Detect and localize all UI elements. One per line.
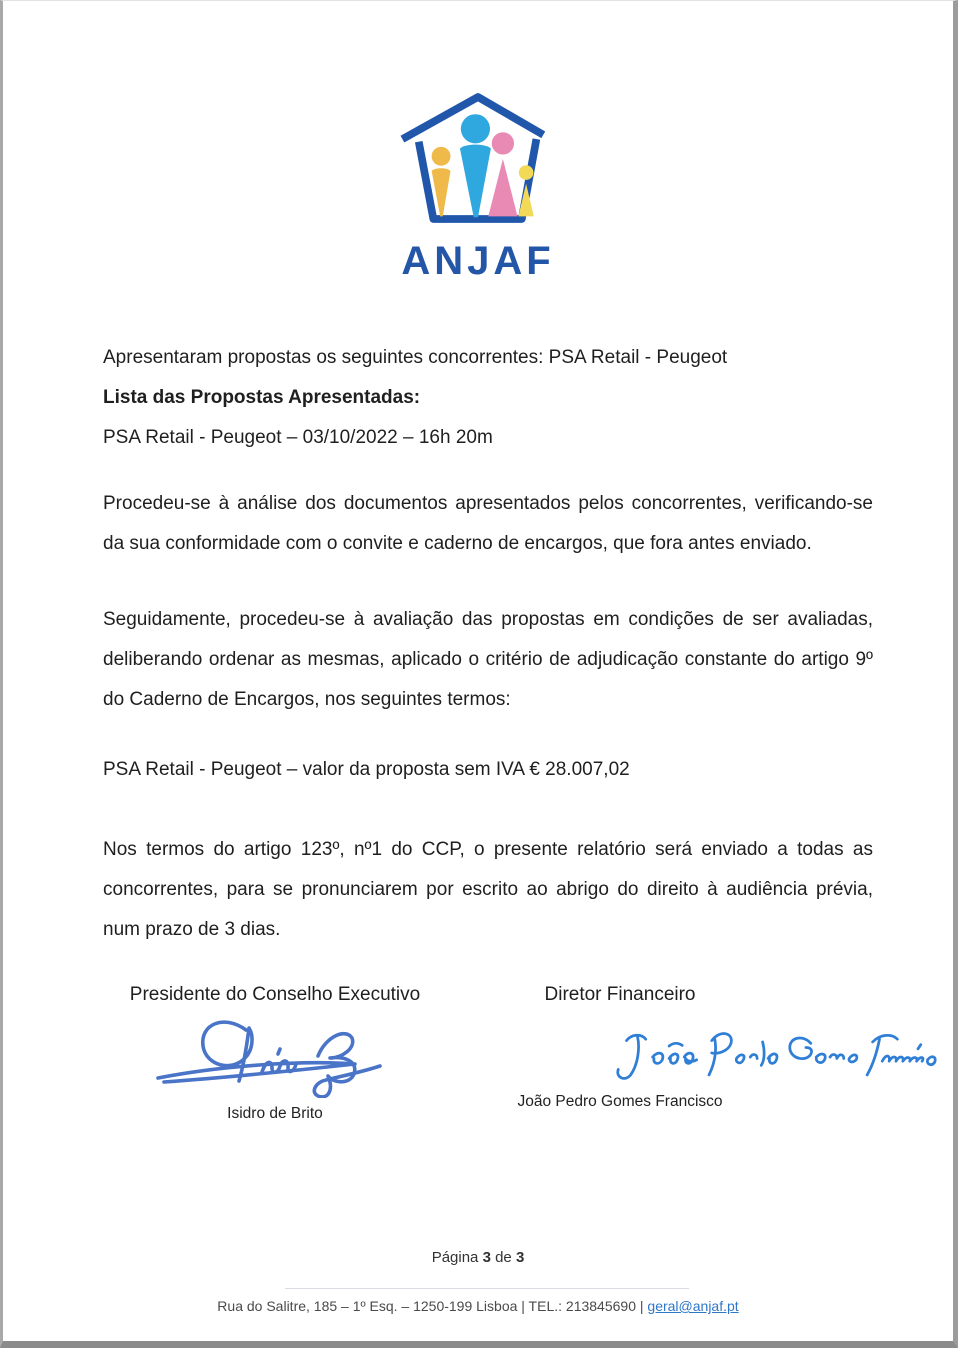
page-number-label: Página	[431, 1249, 479, 1266]
paragraph-proposal-value: PSA Retail - Peugeot – valor da proposta sem IVA € 28.007,02	[103, 759, 630, 780]
signature-title-director: Diretor Financeiro	[544, 984, 696, 1005]
footer-divider	[285, 1288, 689, 1289]
list-heading: Lista das Propostas Apresentadas:	[103, 387, 421, 408]
signature-section	[103, 982, 873, 1152]
figure-child-yellow-icon	[518, 165, 533, 216]
signature-name-president: Isidro de Brito	[227, 1105, 323, 1122]
signature-isidro-de-brito-icon	[150, 1016, 400, 1098]
paragraph-analysis: Procedeu-se à análise dos documentos apresentados pelos concorrentes, verificando-se da sua conformidade com o convite e caderno de encargos, que fora antes enviado.	[103, 493, 873, 554]
anjaf-logo	[3, 91, 953, 284]
signature-joao-pedro-icon	[610, 1024, 940, 1086]
signature-block-director	[470, 982, 770, 1111]
list-item-proposal: PSA Retail - Peugeot – 03/10/2022 – 16h 20m	[103, 427, 493, 448]
figure-adult-pink-icon	[488, 132, 517, 216]
intro-line: Apresentaram propostas os seguintes concorrentes: PSA Retail - Peugeot	[103, 347, 728, 368]
signature-title-president: Presidente do Conselho Executivo	[129, 984, 421, 1005]
page-number-of: de	[495, 1249, 512, 1266]
footer-address-text: Rua do Salitre, 185 – 1º Esq. – 1250-199 Lisboa | TEL.: 213845690 |	[217, 1298, 648, 1314]
footer-address	[3, 1298, 953, 1314]
paragraph-legal-notice: Nos termos do artigo 123º, nº1 do CCP, o presente relatório será enviado a todas as concorrentes, para se pronunciarem por escrito ao abrigo do direito à audiência prévia, num prazo de 3 dias.	[103, 839, 873, 940]
anjaf-house-icon	[392, 91, 564, 237]
page-number	[3, 1249, 953, 1266]
page-number-total: 3	[515, 1249, 525, 1266]
paragraph-evaluation: Seguidamente, procedeu-se à avaliação das propostas em condições de ser avaliadas, deliberando ordenar as mesmas, aplicado o critério de adjudicação constante do artigo 9º do Caderno de Encargos, nos seguintes termos:	[103, 609, 873, 710]
figure-parent-blue-icon	[460, 114, 491, 217]
footer-email-link[interactable]: geral@anjaf.pt	[647, 1298, 739, 1314]
signature-block-president	[125, 982, 425, 1123]
signature-name-director: João Pedro Gomes Francisco	[517, 1093, 723, 1110]
anjaf-wordmark: ANJAF	[401, 239, 555, 283]
page-number-current: 3	[482, 1249, 491, 1266]
